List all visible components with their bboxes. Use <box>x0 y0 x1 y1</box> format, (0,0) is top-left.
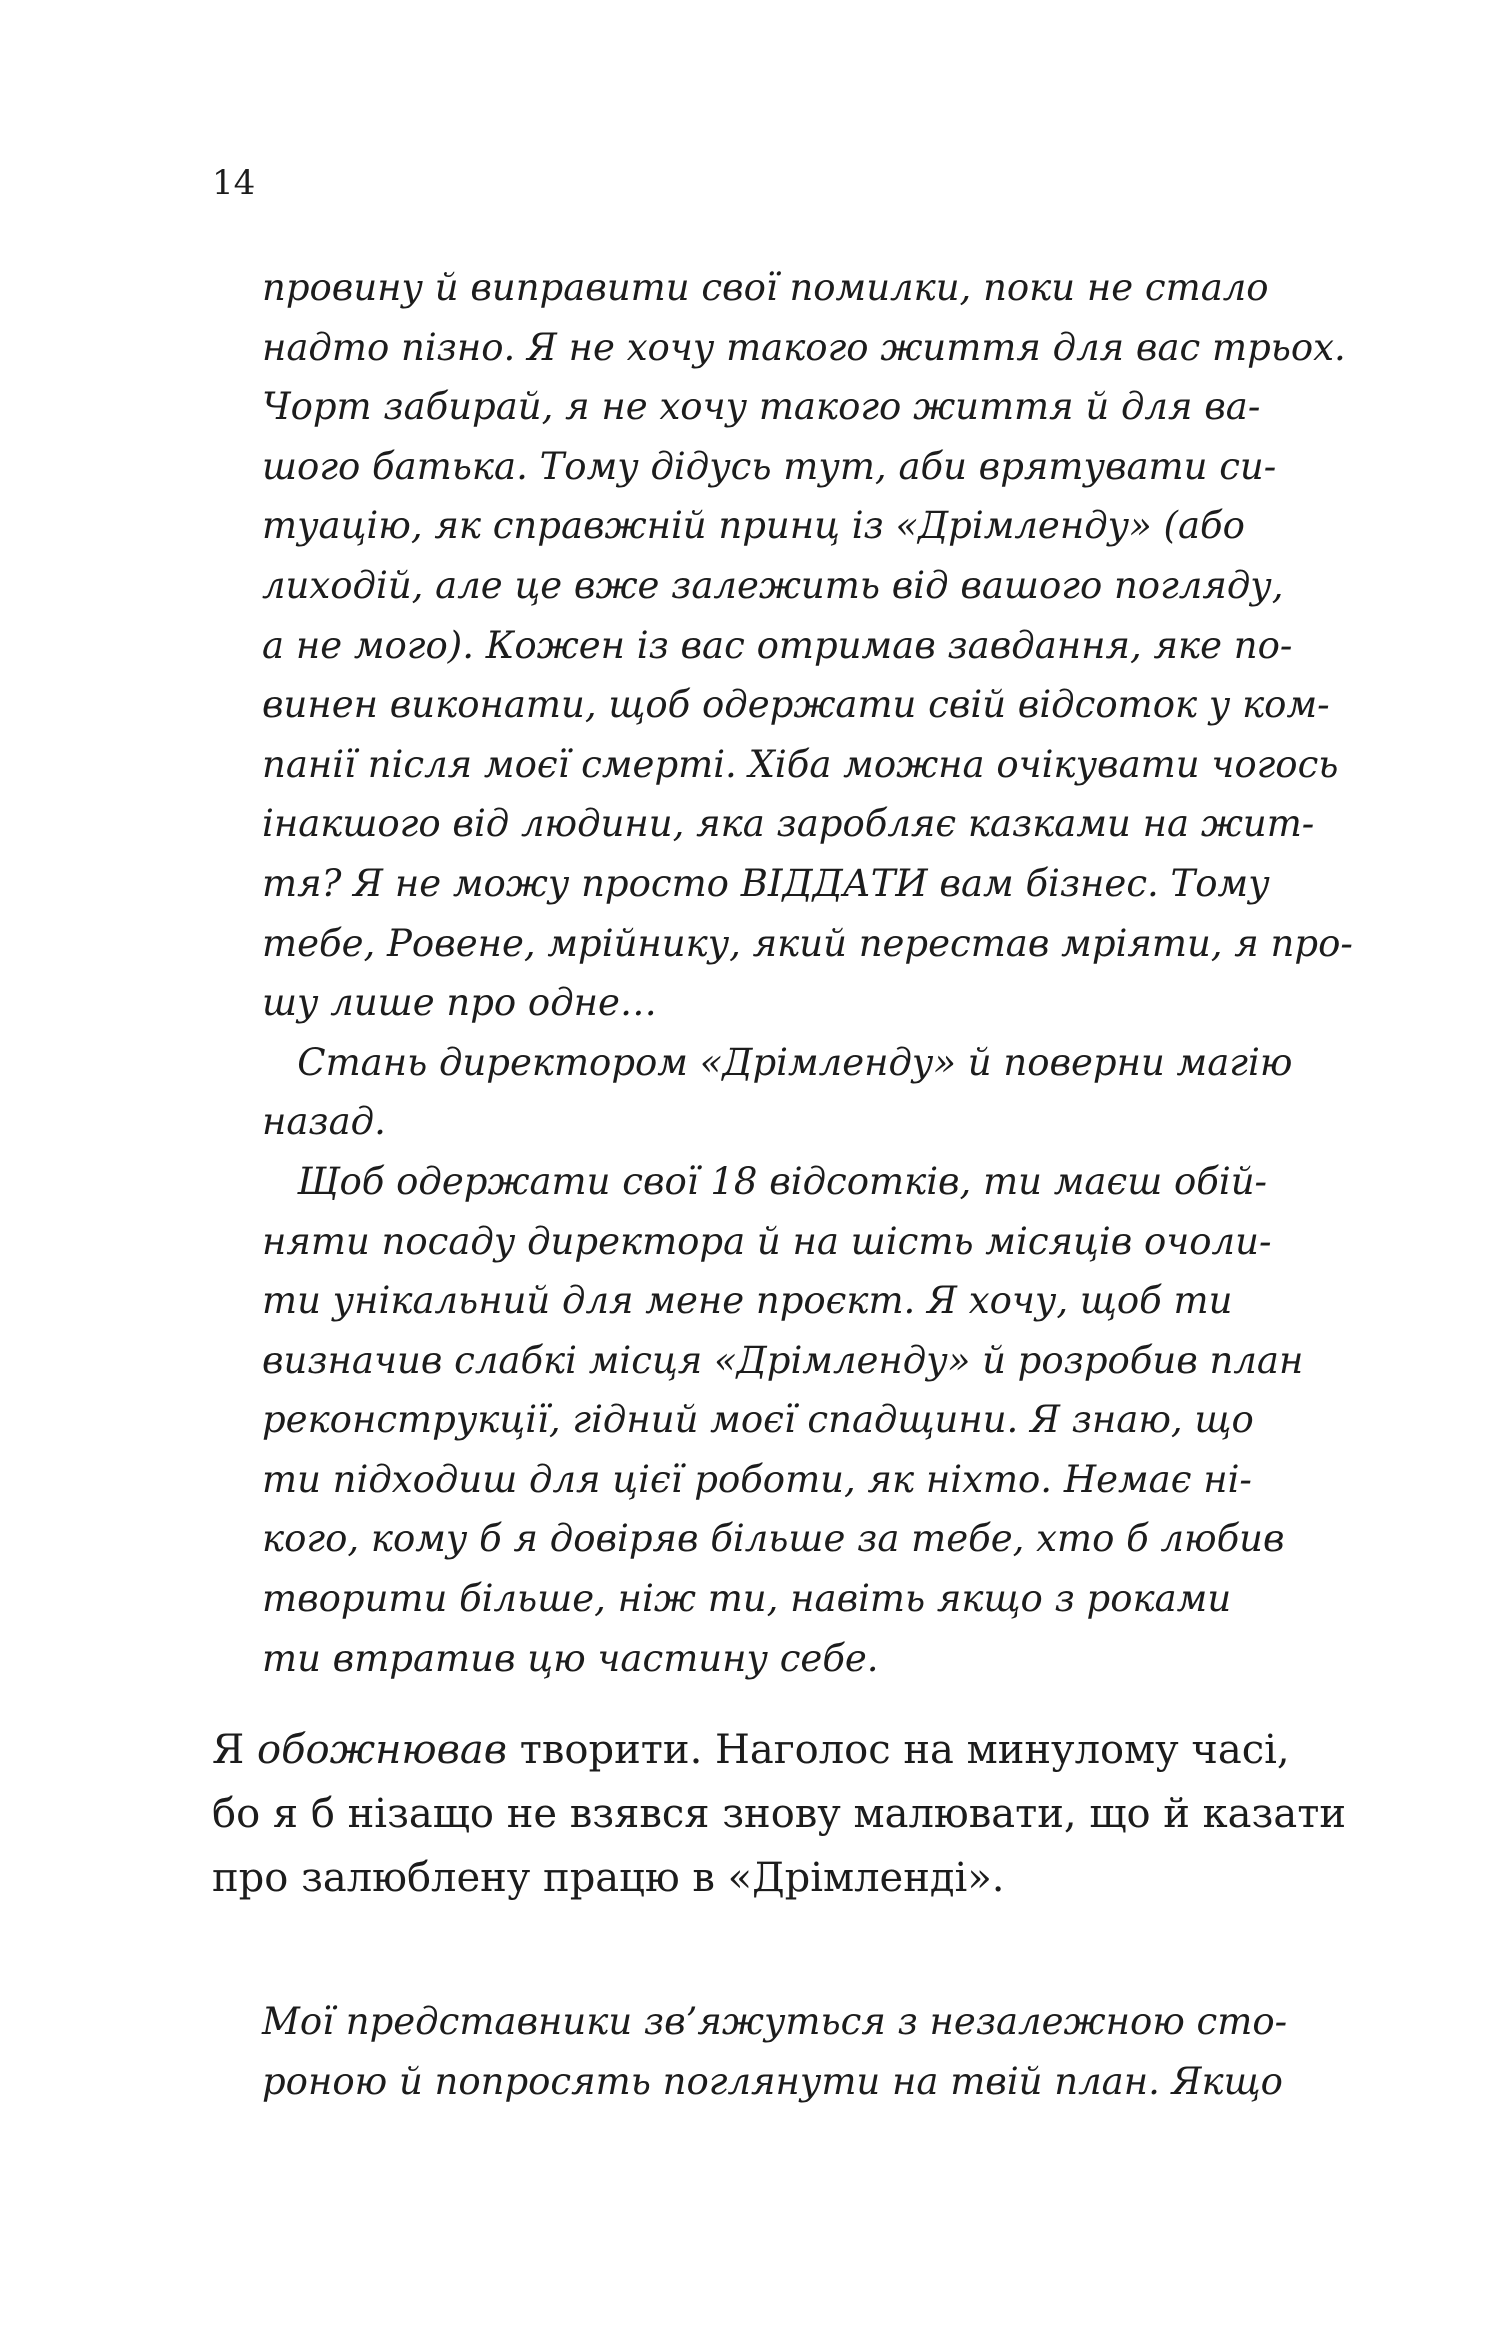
letter-line: ти підходиш для цієї роботи, як ніхто. Немає ні- <box>262 1457 1252 1501</box>
letter-line: шого батька. Тому дідусь тут, аби врятувати си- <box>262 444 1277 488</box>
letter-text-block <box>262 258 1353 1688</box>
narration-text: Я <box>212 1727 258 1773</box>
letter-line: назад. <box>262 1100 386 1144</box>
letter-line: провину й виправити свої помилки, поки не стало <box>262 266 1269 309</box>
narration-line: бо я б нізащо не взявся знову малювати, що й казати <box>212 1791 1346 1837</box>
narration-text: творити. Наголос на минулому часі, <box>507 1727 1290 1773</box>
letter-line: ти унікальний для мене проєкт. Я хочу, щоб ти <box>262 1279 1233 1323</box>
letter-line: винен виконати, щоб одержати свій відсоток у ком- <box>262 683 1330 727</box>
letter-line: Щоб одержати свої 18 відсотків, ти маєш обій- <box>262 1159 1268 1203</box>
letter-continued-block <box>262 1992 1288 2112</box>
page-number: 14 <box>212 163 256 203</box>
narration-paragraph <box>212 1718 1346 1910</box>
narration-line <box>212 1718 1312 1782</box>
letter-line: Чорт забирай, я не хочу такого життя й для ва- <box>262 385 1261 429</box>
letter-line: Стань директором «Дрімленду» й поверни магію <box>262 1040 1293 1084</box>
emphasized-word: обожнював <box>257 1727 508 1773</box>
letter-line: тя? Я не можу просто ВІДДАТИ вам бізнес. Тому <box>262 861 1270 905</box>
letter-line: творити більше, ніж ти, навіть якщо з роками <box>262 1577 1232 1621</box>
letter-line: няти посаду директора й на шість місяців очоли- <box>262 1219 1272 1263</box>
letter-line: реконструкції, гідний моєї спадщини. Я знаю, що <box>262 1398 1254 1442</box>
letter-line: панії після моєї смерті. Хіба можна очікувати чогось <box>262 742 1339 786</box>
letter-line: лиходій, але це вже залежить від вашого погляду, <box>262 563 1284 607</box>
letter-line: шу лише про одне… <box>262 981 657 1025</box>
letter-line: визначив слабкі місця «Дрімленду» й розробив план <box>262 1338 1304 1382</box>
letter-line: кого, кому б я довіряв більше за тебе, хто б любив <box>262 1517 1285 1561</box>
letter-line: тебе, Ровене, мрійнику, який перестав мріяти, я про- <box>262 921 1353 965</box>
narration-line: про залюблену працю в «Дрімленді». <box>212 1855 1005 1901</box>
letter-line: а не мого). Кожен із вас отримав завдання, яке по- <box>262 623 1293 667</box>
letter-line: інакшого від людини, яка заробляє казками на жит- <box>262 802 1315 846</box>
letter-line: туацію, як справжній принц із «Дрімленду» (або <box>262 504 1245 548</box>
letter-line: ти втратив цю частину себе. <box>262 1636 879 1680</box>
letter-line: Мої представники зв’яжуться з незалежною сто- <box>262 2000 1288 2043</box>
letter-line: надто пізно. Я не хочу такого життя для вас трьох. <box>262 325 1346 369</box>
letter-line: роною й попросять поглянути на твій план. Якщо <box>262 2060 1283 2103</box>
